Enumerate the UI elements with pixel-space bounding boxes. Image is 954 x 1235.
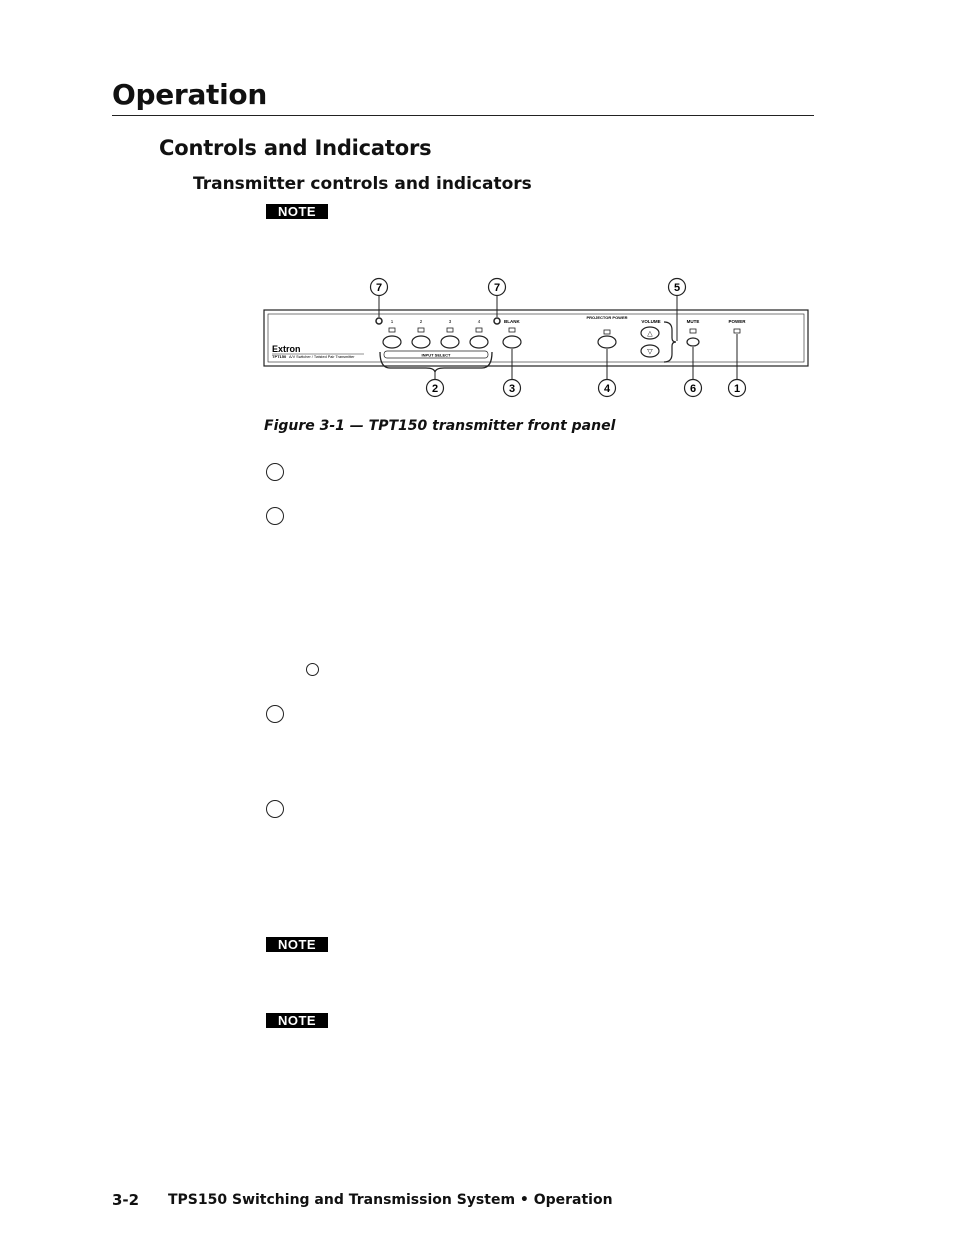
projector-power-button <box>598 336 616 348</box>
note-badge: NOTE <box>266 204 328 219</box>
mute-label: MUTE <box>686 319 700 324</box>
section-heading: Controls and Indicators <box>159 136 432 160</box>
led-indicator-right <box>494 318 500 324</box>
title-rule <box>112 115 814 116</box>
callout-1: 1 <box>733 383 741 395</box>
note-badge: NOTE <box>266 1013 328 1028</box>
callout-3: 3 <box>508 383 516 395</box>
figure-caption: Figure 3-1 — TPT150 transmitter front panel <box>264 418 616 434</box>
callout-7-right: 7 <box>493 282 501 294</box>
volume-down-icon: ▽ <box>647 348 653 356</box>
inline-marker-circle <box>306 663 319 676</box>
panel-model: TPT150 <box>272 354 287 359</box>
input-button <box>383 336 401 348</box>
callout-2: 2 <box>431 383 439 395</box>
page-number: 3-2 <box>112 1191 140 1209</box>
input-label: 3 <box>448 319 452 324</box>
item-marker-circle <box>266 463 284 481</box>
input-button <box>441 336 459 348</box>
input-label: 2 <box>419 319 423 324</box>
input-button <box>412 336 430 348</box>
input-select-label: INPUT SELECT <box>421 352 451 358</box>
mute-button <box>687 338 699 346</box>
item-marker-circle <box>266 800 284 818</box>
volume-label: VOLUME <box>641 319 661 324</box>
footer-text: TPS150 Switching and Transmission System • Operation <box>168 1192 613 1208</box>
input-button <box>470 336 488 348</box>
callout-5: 5 <box>673 282 681 294</box>
callout-7-left: 7 <box>375 282 383 294</box>
panel-model-desc: A/V Switcher / Twisted Pair Transmitter <box>289 355 355 359</box>
front-panel-figure <box>258 272 818 402</box>
item-marker-circle <box>266 705 284 723</box>
volume-up-icon: △ <box>647 330 653 338</box>
power-label: POWER <box>728 319 746 324</box>
projector-power-label: PROJECTOR POWER <box>586 315 628 320</box>
blank-button <box>503 336 521 348</box>
subsection-heading: Transmitter controls and indicators <box>193 174 532 194</box>
led-indicator-left <box>376 318 382 324</box>
callout-4: 4 <box>603 383 611 395</box>
blank-label: BLANK <box>504 319 520 324</box>
panel-brand: Extron <box>272 344 301 354</box>
note-badge: NOTE <box>266 937 328 952</box>
input-label: 4 <box>477 319 481 324</box>
item-marker-circle <box>266 507 284 525</box>
page-title: Operation <box>112 78 267 111</box>
callout-6: 6 <box>689 383 697 395</box>
input-label: 1 <box>390 319 394 324</box>
